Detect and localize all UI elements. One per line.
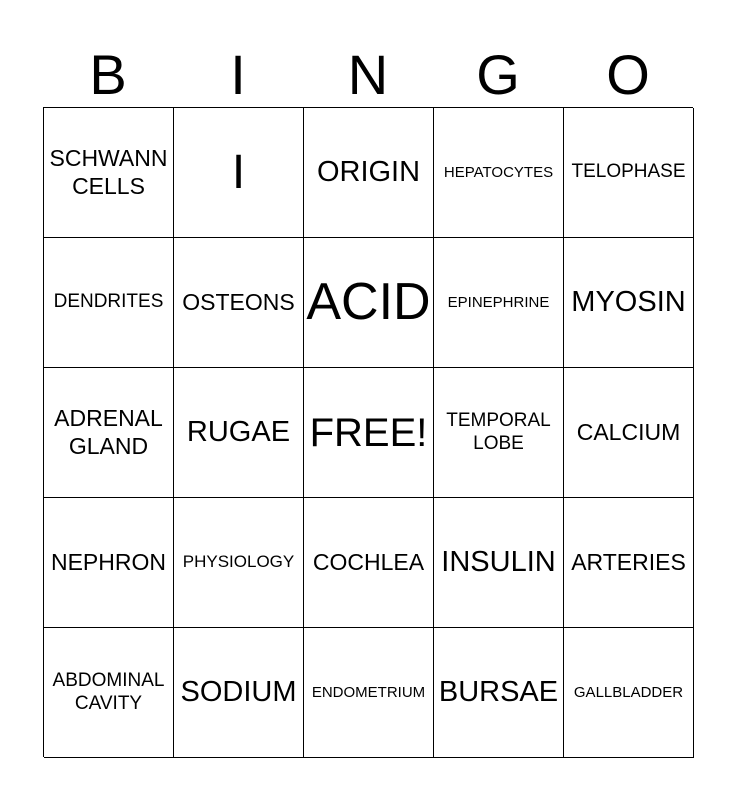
- bingo-cell[interactable]: TELOPHASE: [564, 108, 694, 238]
- bingo-cell[interactable]: ORIGIN: [304, 108, 434, 238]
- bingo-cell[interactable]: OSTEONS: [174, 238, 304, 368]
- bingo-cell[interactable]: CALCIUM: [564, 368, 694, 498]
- bingo-cell[interactable]: EPINEPHRINE: [434, 238, 564, 368]
- bingo-cell[interactable]: TEMPORAL LOBE: [434, 368, 564, 498]
- bingo-cell[interactable]: GALLBLADDER: [564, 628, 694, 758]
- bingo-cell[interactable]: FREE!: [304, 368, 434, 498]
- bingo-cell[interactable]: I: [174, 108, 304, 238]
- bingo-grid: [43, 107, 693, 757]
- header-letter-n: N: [347, 43, 389, 106]
- bingo-cell[interactable]: HEPATOCYTES: [434, 108, 564, 238]
- bingo-header: [43, 44, 693, 106]
- bingo-cell[interactable]: INSULIN: [434, 498, 564, 628]
- header-letter-g: G: [476, 43, 520, 106]
- header-letter-o: O: [606, 43, 650, 106]
- bingo-cell[interactable]: MYOSIN: [564, 238, 694, 368]
- bingo-cell[interactable]: BURSAE: [434, 628, 564, 758]
- bingo-cell[interactable]: ARTERIES: [564, 498, 694, 628]
- bingo-cell[interactable]: SODIUM: [174, 628, 304, 758]
- bingo-cell[interactable]: COCHLEA: [304, 498, 434, 628]
- bingo-cell[interactable]: RUGAE: [174, 368, 304, 498]
- bingo-cell[interactable]: DENDRITES: [44, 238, 174, 368]
- bingo-cell[interactable]: ABDOMINAL CAVITY: [44, 628, 174, 758]
- bingo-cell[interactable]: ENDOMETRIUM: [304, 628, 434, 758]
- bingo-cell[interactable]: ADRENAL GLAND: [44, 368, 174, 498]
- bingo-cell[interactable]: NEPHRON: [44, 498, 174, 628]
- bingo-cell[interactable]: PHYSIOLOGY: [174, 498, 304, 628]
- bingo-cell[interactable]: SCHWANN CELLS: [44, 108, 174, 238]
- bingo-cell[interactable]: ACID: [304, 238, 434, 368]
- header-letter-i: I: [230, 43, 246, 106]
- header-letter-b: B: [89, 43, 127, 106]
